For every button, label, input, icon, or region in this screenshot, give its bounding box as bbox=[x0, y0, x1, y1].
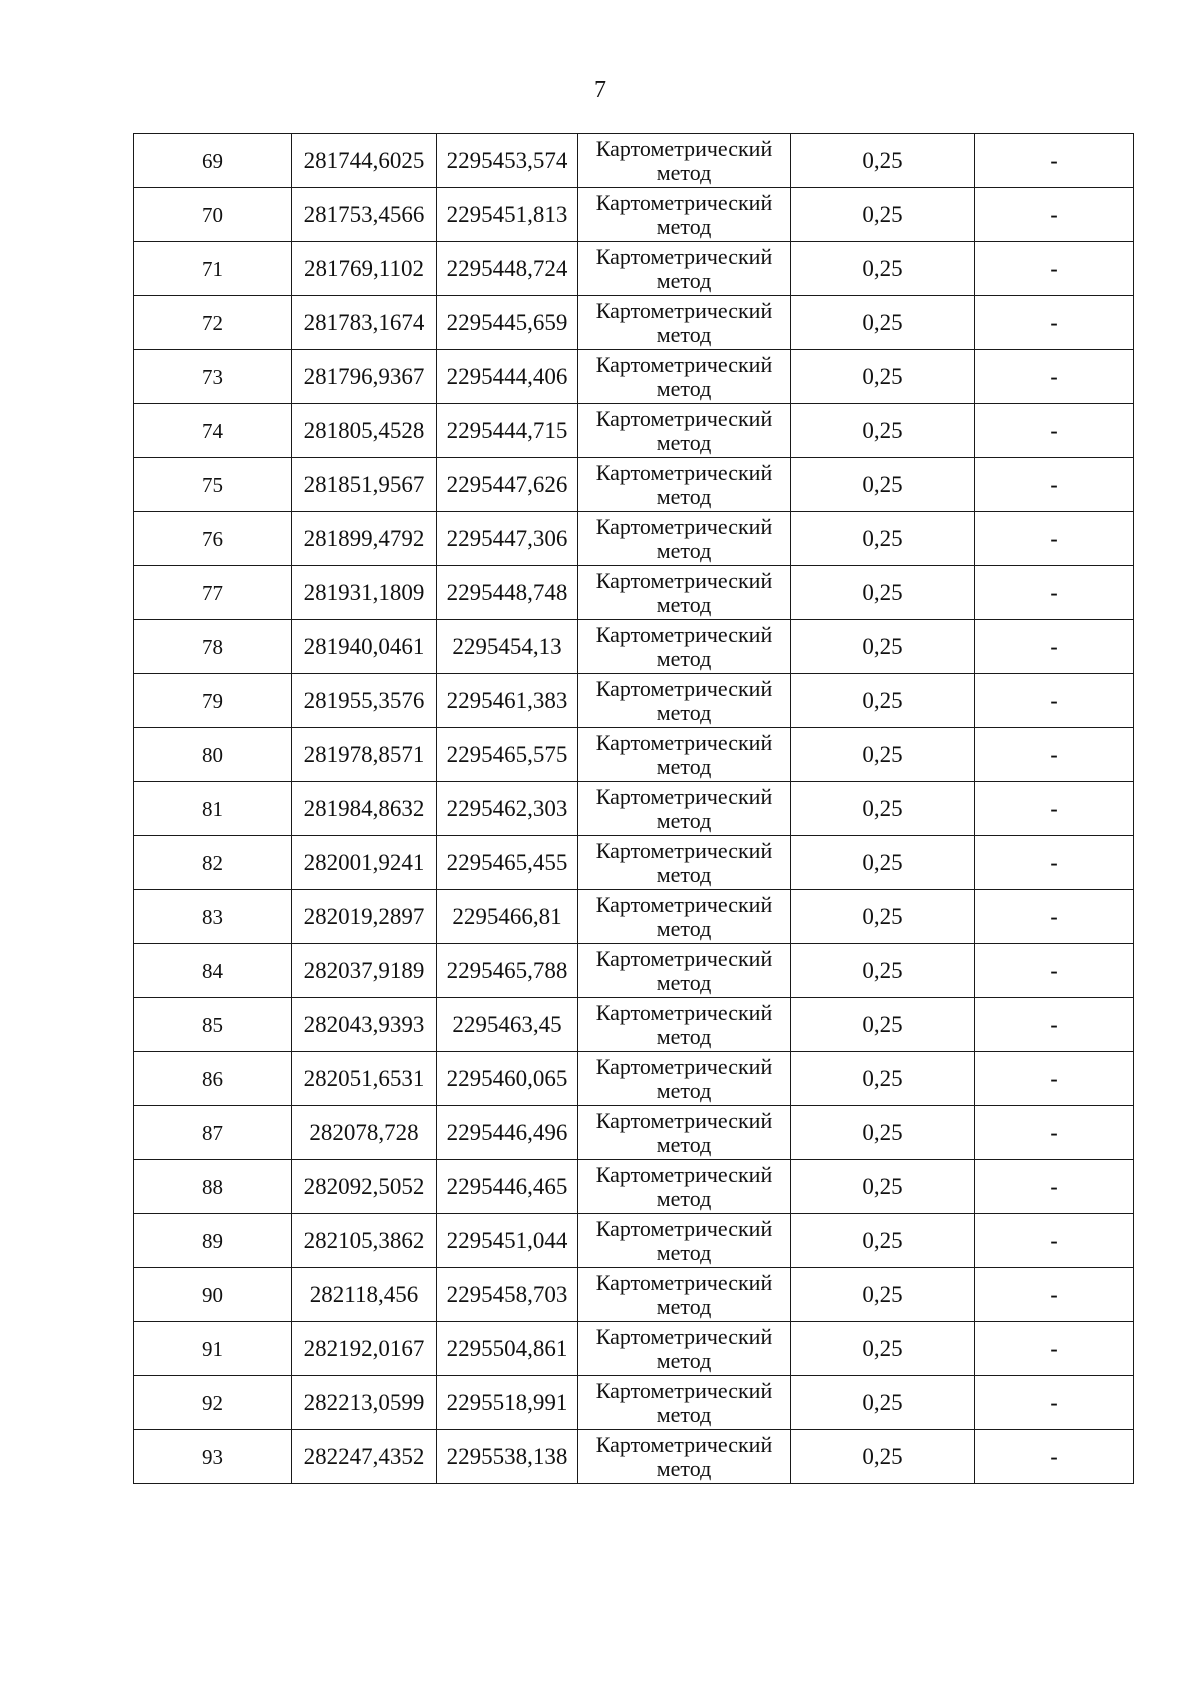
method-line-2: метод bbox=[656, 213, 712, 239]
method-line-1: Картометрический bbox=[595, 1107, 773, 1133]
y-coordinate-cell: 2295465,455 bbox=[437, 836, 578, 890]
method-line-2: метод bbox=[656, 159, 712, 185]
method-line-1: Картометрический bbox=[595, 1431, 773, 1457]
method-line-2: метод bbox=[656, 1131, 712, 1157]
table-row bbox=[134, 296, 1134, 350]
table-row bbox=[134, 1052, 1134, 1106]
point-number-cell: 82 bbox=[134, 836, 292, 890]
accuracy-cell: 0,25 bbox=[791, 998, 975, 1052]
note-cell: - bbox=[975, 188, 1134, 242]
method-line-2: метод bbox=[656, 1401, 712, 1427]
accuracy-cell: 0,25 bbox=[791, 134, 975, 188]
note-cell: - bbox=[975, 836, 1134, 890]
note-cell: - bbox=[975, 1052, 1134, 1106]
note-cell: - bbox=[975, 998, 1134, 1052]
accuracy-cell: 0,25 bbox=[791, 620, 975, 674]
y-coordinate-cell: 2295462,303 bbox=[437, 782, 578, 836]
method-line-2: метод bbox=[656, 645, 712, 671]
method-line-1: Картометрический bbox=[595, 891, 773, 917]
accuracy-cell: 0,25 bbox=[791, 1268, 975, 1322]
method-line-1: Картометрический bbox=[595, 1161, 773, 1187]
y-coordinate-cell: 2295454,13 bbox=[437, 620, 578, 674]
note-cell: - bbox=[975, 1322, 1134, 1376]
point-number-cell: 89 bbox=[134, 1214, 292, 1268]
coordinates-table bbox=[133, 133, 1134, 1484]
accuracy-cell: 0,25 bbox=[791, 728, 975, 782]
method-line-2: метод bbox=[656, 1347, 712, 1373]
method-line-2: метод bbox=[656, 375, 712, 401]
point-number-cell: 87 bbox=[134, 1106, 292, 1160]
accuracy-cell: 0,25 bbox=[791, 674, 975, 728]
x-coordinate-cell: 282118,456 bbox=[292, 1268, 437, 1322]
table-row bbox=[134, 728, 1134, 782]
method-line-2: метод bbox=[656, 699, 712, 725]
method-line-2: метод bbox=[656, 1077, 712, 1103]
method-line-1: Картометрический bbox=[595, 297, 773, 323]
method-line-1: Картометрический bbox=[595, 1053, 773, 1079]
accuracy-cell: 0,25 bbox=[791, 1160, 975, 1214]
note-cell: - bbox=[975, 1376, 1134, 1430]
note-cell: - bbox=[975, 890, 1134, 944]
y-coordinate-cell: 2295445,659 bbox=[437, 296, 578, 350]
point-number-cell: 78 bbox=[134, 620, 292, 674]
table-row bbox=[134, 1160, 1134, 1214]
method-cell bbox=[578, 566, 791, 620]
point-number-cell: 75 bbox=[134, 458, 292, 512]
method-line-2: метод bbox=[656, 861, 712, 887]
point-number-cell: 84 bbox=[134, 944, 292, 998]
x-coordinate-cell: 281899,4792 bbox=[292, 512, 437, 566]
method-line-2: метод bbox=[656, 1293, 712, 1319]
x-coordinate-cell: 281978,8571 bbox=[292, 728, 437, 782]
method-cell bbox=[578, 728, 791, 782]
point-number-cell: 93 bbox=[134, 1430, 292, 1484]
note-cell: - bbox=[975, 1106, 1134, 1160]
point-number-cell: 72 bbox=[134, 296, 292, 350]
method-cell bbox=[578, 1430, 791, 1484]
table-row bbox=[134, 890, 1134, 944]
x-coordinate-cell: 281940,0461 bbox=[292, 620, 437, 674]
method-cell bbox=[578, 674, 791, 728]
x-coordinate-cell: 282213,0599 bbox=[292, 1376, 437, 1430]
x-coordinate-cell: 281783,1674 bbox=[292, 296, 437, 350]
table-row bbox=[134, 782, 1134, 836]
method-cell bbox=[578, 620, 791, 674]
method-cell bbox=[578, 1106, 791, 1160]
point-number-cell: 86 bbox=[134, 1052, 292, 1106]
method-line-2: метод bbox=[656, 321, 712, 347]
y-coordinate-cell: 2295453,574 bbox=[437, 134, 578, 188]
x-coordinate-cell: 281984,8632 bbox=[292, 782, 437, 836]
accuracy-cell: 0,25 bbox=[791, 782, 975, 836]
method-line-1: Картометрический bbox=[595, 189, 773, 215]
point-number-cell: 73 bbox=[134, 350, 292, 404]
method-cell bbox=[578, 350, 791, 404]
method-line-2: метод bbox=[656, 537, 712, 563]
y-coordinate-cell: 2295448,724 bbox=[437, 242, 578, 296]
y-coordinate-cell: 2295465,575 bbox=[437, 728, 578, 782]
method-line-2: метод bbox=[656, 429, 712, 455]
table-row bbox=[134, 566, 1134, 620]
note-cell: - bbox=[975, 1160, 1134, 1214]
note-cell: - bbox=[975, 134, 1134, 188]
note-cell: - bbox=[975, 1214, 1134, 1268]
table-row bbox=[134, 512, 1134, 566]
table-row bbox=[134, 1106, 1134, 1160]
point-number-cell: 70 bbox=[134, 188, 292, 242]
note-cell: - bbox=[975, 620, 1134, 674]
note-cell: - bbox=[975, 242, 1134, 296]
method-line-2: метод bbox=[656, 969, 712, 995]
method-cell bbox=[578, 1160, 791, 1214]
note-cell: - bbox=[975, 674, 1134, 728]
method-line-2: метод bbox=[656, 1455, 712, 1481]
method-line-2: метод bbox=[656, 1185, 712, 1211]
table-row bbox=[134, 998, 1134, 1052]
y-coordinate-cell: 2295446,496 bbox=[437, 1106, 578, 1160]
point-number-cell: 81 bbox=[134, 782, 292, 836]
accuracy-cell: 0,25 bbox=[791, 1322, 975, 1376]
method-line-1: Картометрический bbox=[595, 513, 773, 539]
x-coordinate-cell: 282043,9393 bbox=[292, 998, 437, 1052]
table-row bbox=[134, 674, 1134, 728]
note-cell: - bbox=[975, 944, 1134, 998]
method-line-1: Картометрический bbox=[595, 621, 773, 647]
method-line-1: Картометрический bbox=[595, 567, 773, 593]
note-cell: - bbox=[975, 350, 1134, 404]
method-line-1: Картометрический bbox=[595, 945, 773, 971]
method-line-1: Картометрический bbox=[595, 135, 773, 161]
table-row bbox=[134, 242, 1134, 296]
y-coordinate-cell: 2295460,065 bbox=[437, 1052, 578, 1106]
method-cell bbox=[578, 782, 791, 836]
point-number-cell: 71 bbox=[134, 242, 292, 296]
point-number-cell: 74 bbox=[134, 404, 292, 458]
point-number-cell: 80 bbox=[134, 728, 292, 782]
point-number-cell: 85 bbox=[134, 998, 292, 1052]
method-cell bbox=[578, 998, 791, 1052]
y-coordinate-cell: 2295465,788 bbox=[437, 944, 578, 998]
y-coordinate-cell: 2295458,703 bbox=[437, 1268, 578, 1322]
y-coordinate-cell: 2295466,81 bbox=[437, 890, 578, 944]
y-coordinate-cell: 2295451,813 bbox=[437, 188, 578, 242]
method-cell bbox=[578, 1322, 791, 1376]
x-coordinate-cell: 281769,1102 bbox=[292, 242, 437, 296]
method-line-1: Картометрический bbox=[595, 783, 773, 809]
method-cell bbox=[578, 1376, 791, 1430]
note-cell: - bbox=[975, 296, 1134, 350]
point-number-cell: 76 bbox=[134, 512, 292, 566]
x-coordinate-cell: 281753,4566 bbox=[292, 188, 437, 242]
table-row bbox=[134, 1430, 1134, 1484]
x-coordinate-cell: 281796,9367 bbox=[292, 350, 437, 404]
method-cell bbox=[578, 1052, 791, 1106]
table-row bbox=[134, 458, 1134, 512]
point-number-cell: 88 bbox=[134, 1160, 292, 1214]
x-coordinate-cell: 281744,6025 bbox=[292, 134, 437, 188]
x-coordinate-cell: 281805,4528 bbox=[292, 404, 437, 458]
note-cell: - bbox=[975, 458, 1134, 512]
note-cell: - bbox=[975, 512, 1134, 566]
method-line-2: метод bbox=[656, 915, 712, 941]
method-cell bbox=[578, 404, 791, 458]
table-row bbox=[134, 1268, 1134, 1322]
y-coordinate-cell: 2295446,465 bbox=[437, 1160, 578, 1214]
table-row bbox=[134, 1376, 1134, 1430]
method-line-1: Картометрический bbox=[595, 837, 773, 863]
y-coordinate-cell: 2295538,138 bbox=[437, 1430, 578, 1484]
y-coordinate-cell: 2295504,861 bbox=[437, 1322, 578, 1376]
x-coordinate-cell: 281955,3576 bbox=[292, 674, 437, 728]
x-coordinate-cell: 282001,9241 bbox=[292, 836, 437, 890]
x-coordinate-cell: 282247,4352 bbox=[292, 1430, 437, 1484]
table-row bbox=[134, 944, 1134, 998]
accuracy-cell: 0,25 bbox=[791, 890, 975, 944]
method-line-2: метод bbox=[656, 483, 712, 509]
accuracy-cell: 0,25 bbox=[791, 296, 975, 350]
y-coordinate-cell: 2295518,991 bbox=[437, 1376, 578, 1430]
note-cell: - bbox=[975, 566, 1134, 620]
y-coordinate-cell: 2295447,306 bbox=[437, 512, 578, 566]
method-line-1: Картометрический bbox=[595, 1215, 773, 1241]
method-cell bbox=[578, 1268, 791, 1322]
point-number-cell: 83 bbox=[134, 890, 292, 944]
point-number-cell: 91 bbox=[134, 1322, 292, 1376]
y-coordinate-cell: 2295461,383 bbox=[437, 674, 578, 728]
method-cell bbox=[578, 890, 791, 944]
method-line-2: метод bbox=[656, 807, 712, 833]
y-coordinate-cell: 2295447,626 bbox=[437, 458, 578, 512]
accuracy-cell: 0,25 bbox=[791, 1430, 975, 1484]
x-coordinate-cell: 282078,728 bbox=[292, 1106, 437, 1160]
table-row bbox=[134, 134, 1134, 188]
accuracy-cell: 0,25 bbox=[791, 458, 975, 512]
method-line-2: метод bbox=[656, 753, 712, 779]
method-line-1: Картометрический bbox=[595, 243, 773, 269]
method-cell bbox=[578, 944, 791, 998]
x-coordinate-cell: 282092,5052 bbox=[292, 1160, 437, 1214]
method-cell bbox=[578, 188, 791, 242]
method-line-2: метод bbox=[656, 267, 712, 293]
accuracy-cell: 0,25 bbox=[791, 1106, 975, 1160]
method-line-1: Картометрический bbox=[595, 675, 773, 701]
accuracy-cell: 0,25 bbox=[791, 404, 975, 458]
point-number-cell: 92 bbox=[134, 1376, 292, 1430]
method-cell bbox=[578, 512, 791, 566]
accuracy-cell: 0,25 bbox=[791, 242, 975, 296]
method-line-2: метод bbox=[656, 1239, 712, 1265]
accuracy-cell: 0,25 bbox=[791, 350, 975, 404]
y-coordinate-cell: 2295451,044 bbox=[437, 1214, 578, 1268]
accuracy-cell: 0,25 bbox=[791, 836, 975, 890]
x-coordinate-cell: 282192,0167 bbox=[292, 1322, 437, 1376]
method-cell bbox=[578, 134, 791, 188]
x-coordinate-cell: 282037,9189 bbox=[292, 944, 437, 998]
y-coordinate-cell: 2295463,45 bbox=[437, 998, 578, 1052]
method-line-1: Картометрический bbox=[595, 1269, 773, 1295]
accuracy-cell: 0,25 bbox=[791, 1052, 975, 1106]
accuracy-cell: 0,25 bbox=[791, 1376, 975, 1430]
point-number-cell: 69 bbox=[134, 134, 292, 188]
x-coordinate-cell: 282051,6531 bbox=[292, 1052, 437, 1106]
method-line-1: Картометрический bbox=[595, 1377, 773, 1403]
accuracy-cell: 0,25 bbox=[791, 512, 975, 566]
y-coordinate-cell: 2295444,406 bbox=[437, 350, 578, 404]
point-number-cell: 79 bbox=[134, 674, 292, 728]
x-coordinate-cell: 282105,3862 bbox=[292, 1214, 437, 1268]
point-number-cell: 90 bbox=[134, 1268, 292, 1322]
method-line-1: Картометрический bbox=[595, 729, 773, 755]
note-cell: - bbox=[975, 1430, 1134, 1484]
table-row bbox=[134, 188, 1134, 242]
method-line-1: Картометрический bbox=[595, 1323, 773, 1349]
point-number-cell: 77 bbox=[134, 566, 292, 620]
note-cell: - bbox=[975, 1268, 1134, 1322]
method-line-2: метод bbox=[656, 591, 712, 617]
table-body bbox=[134, 134, 1134, 1484]
x-coordinate-cell: 281851,9567 bbox=[292, 458, 437, 512]
method-line-2: метод bbox=[656, 1023, 712, 1049]
method-line-1: Картометрический bbox=[595, 459, 773, 485]
method-cell bbox=[578, 1214, 791, 1268]
method-cell bbox=[578, 242, 791, 296]
note-cell: - bbox=[975, 782, 1134, 836]
accuracy-cell: 0,25 bbox=[791, 944, 975, 998]
x-coordinate-cell: 281931,1809 bbox=[292, 566, 437, 620]
method-line-1: Картометрический bbox=[595, 405, 773, 431]
accuracy-cell: 0,25 bbox=[791, 566, 975, 620]
method-cell bbox=[578, 836, 791, 890]
method-cell bbox=[578, 296, 791, 350]
y-coordinate-cell: 2295448,748 bbox=[437, 566, 578, 620]
table-row bbox=[134, 350, 1134, 404]
table-row bbox=[134, 404, 1134, 458]
accuracy-cell: 0,25 bbox=[791, 1214, 975, 1268]
y-coordinate-cell: 2295444,715 bbox=[437, 404, 578, 458]
x-coordinate-cell: 282019,2897 bbox=[292, 890, 437, 944]
page-number: 7 bbox=[594, 77, 606, 103]
table-row bbox=[134, 836, 1134, 890]
note-cell: - bbox=[975, 728, 1134, 782]
table-row bbox=[134, 1322, 1134, 1376]
table-row bbox=[134, 620, 1134, 674]
table-row bbox=[134, 1214, 1134, 1268]
note-cell: - bbox=[975, 404, 1134, 458]
method-line-1: Картометрический bbox=[595, 999, 773, 1025]
accuracy-cell: 0,25 bbox=[791, 188, 975, 242]
method-cell bbox=[578, 458, 791, 512]
method-line-1: Картометрический bbox=[595, 351, 773, 377]
